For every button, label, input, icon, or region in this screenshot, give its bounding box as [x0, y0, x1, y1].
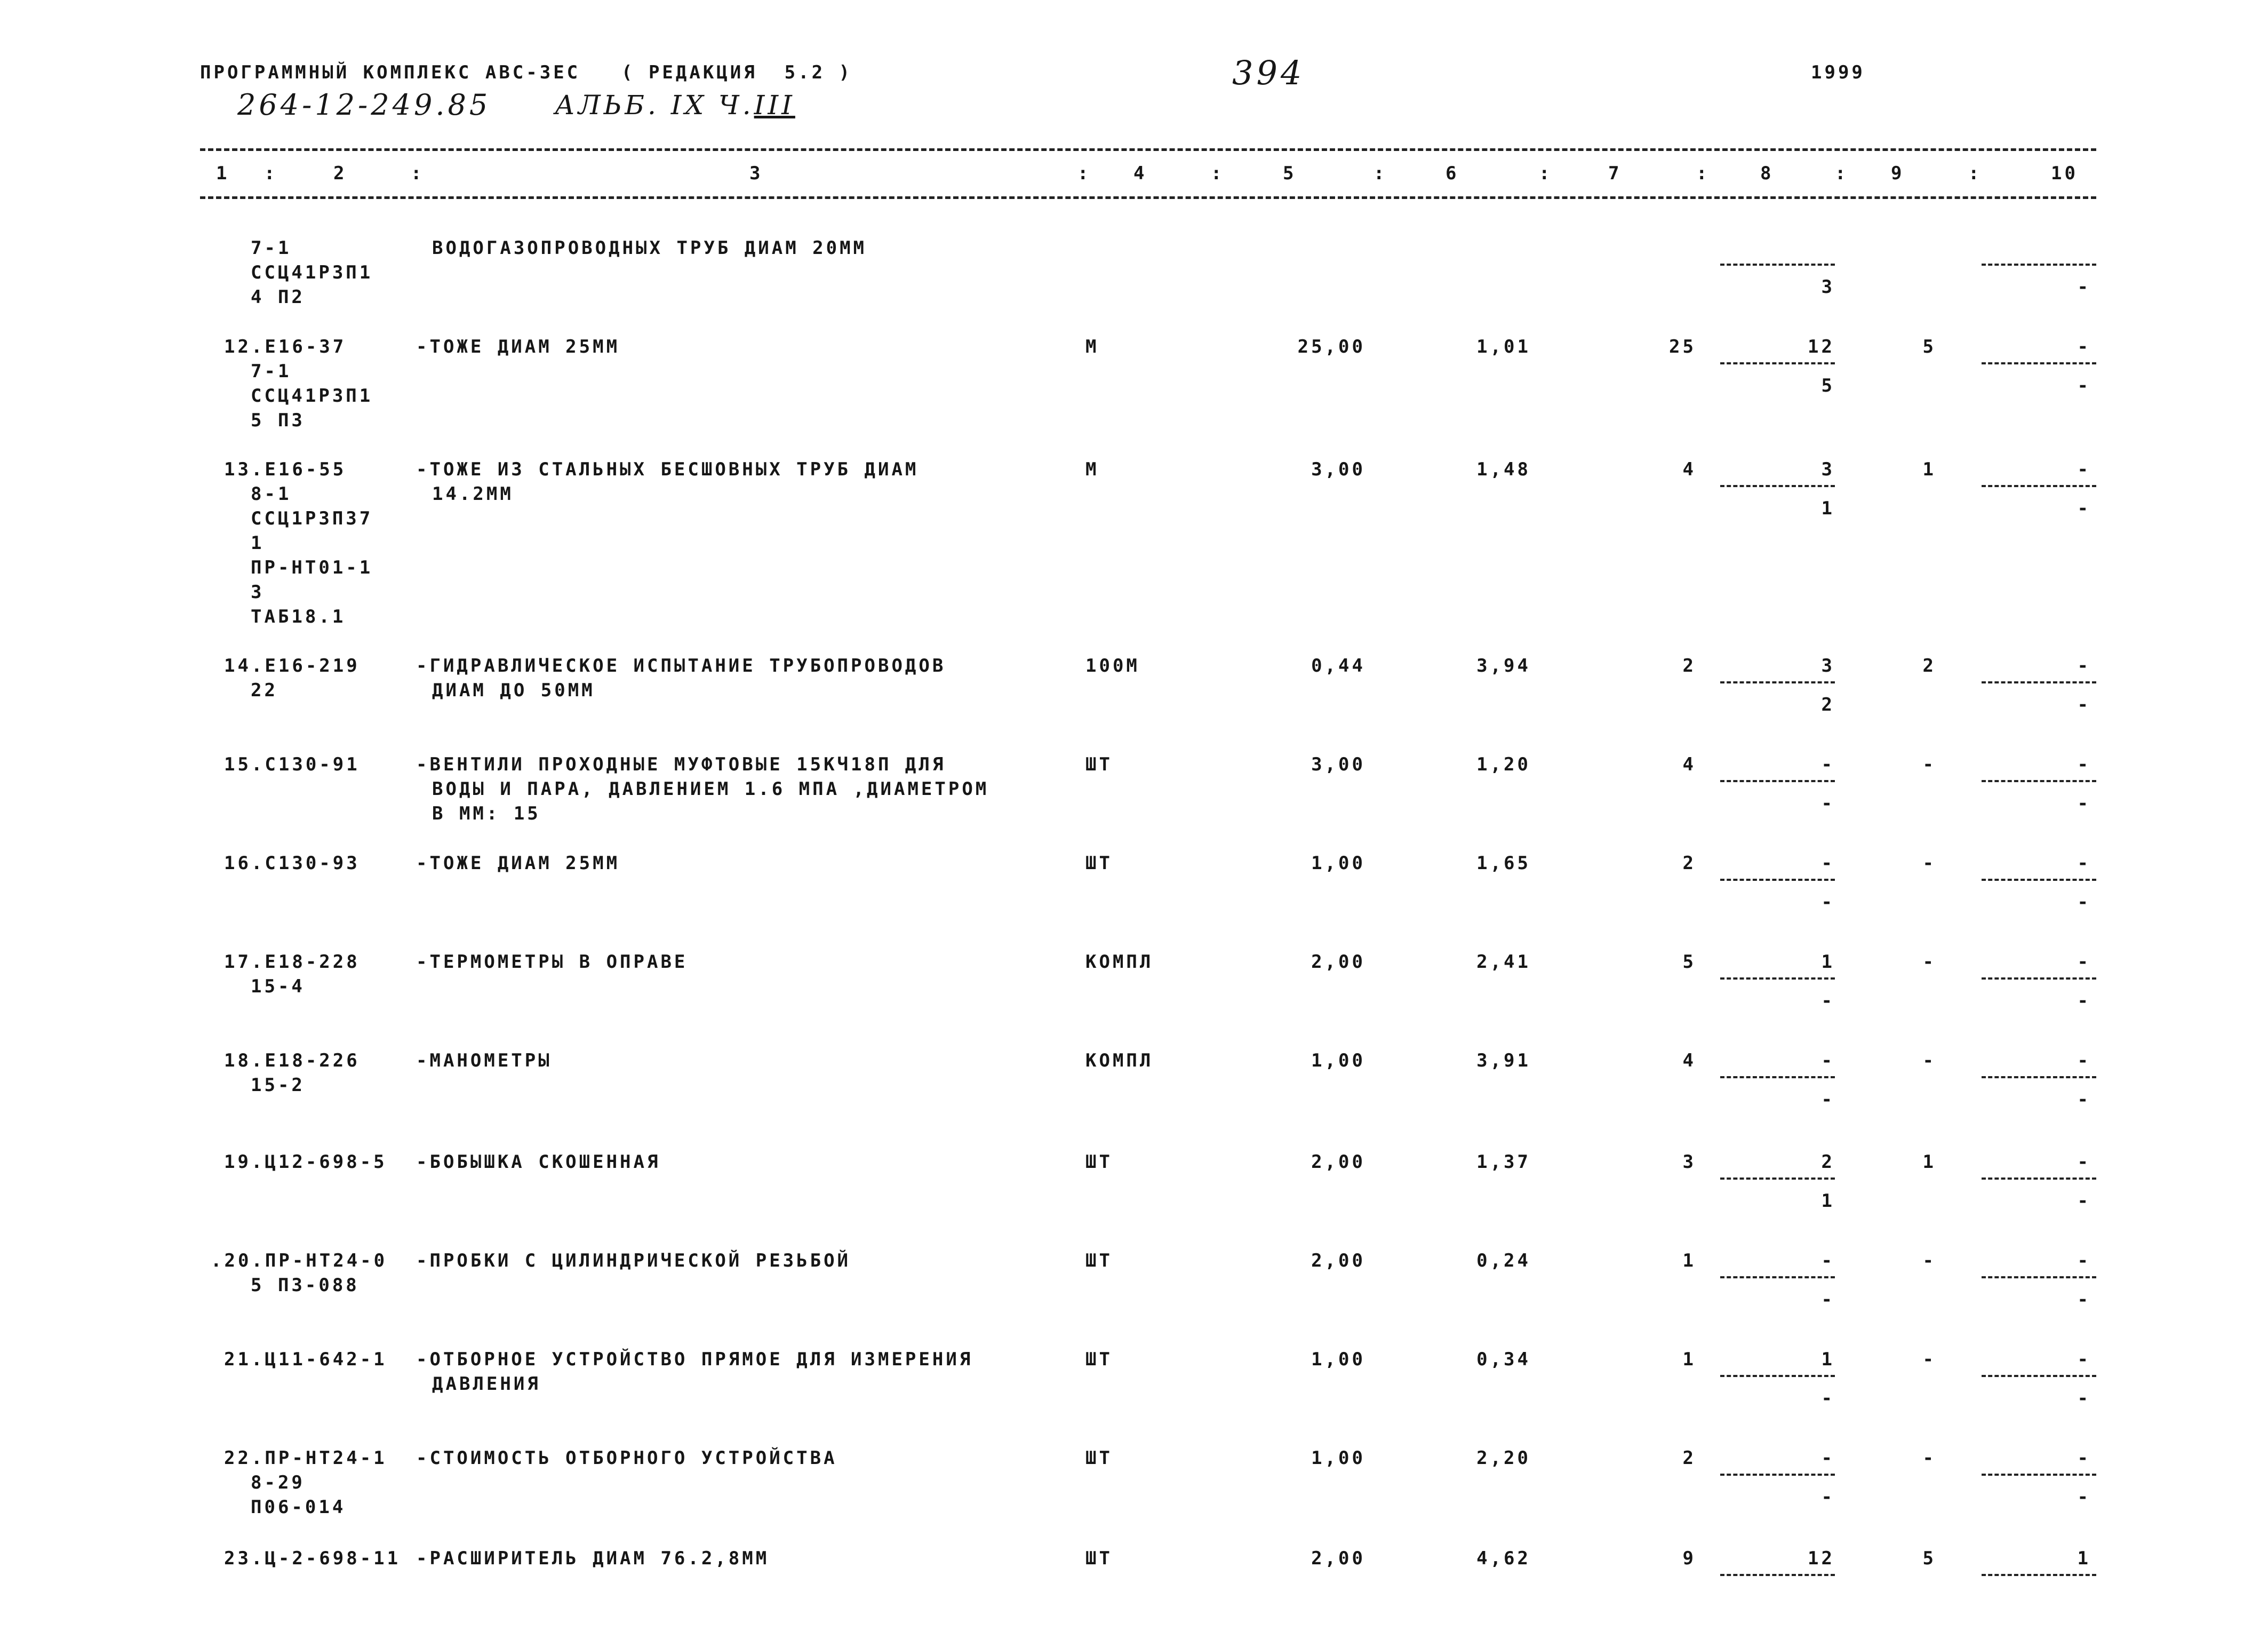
row-col8-bottom: 3	[1821, 276, 1835, 298]
row-col10-divider	[1982, 1276, 2096, 1278]
row-code: ССЦ41Р3П1	[251, 385, 373, 407]
row-col8-divider	[1720, 977, 1835, 980]
row-col8-bottom: 2	[1821, 694, 1835, 715]
row-col10: 1	[2077, 1548, 2091, 1569]
row-quantity: 1,00	[1311, 1050, 1365, 1071]
row-unit-price: 1,65	[1476, 853, 1531, 874]
col-sep: :	[264, 163, 278, 184]
row-code: 3	[251, 582, 265, 603]
row-col8: 3	[1821, 655, 1835, 677]
row-col8-divider	[1720, 485, 1835, 487]
row-code: 22	[251, 680, 278, 701]
row-quantity: 2,00	[1311, 1151, 1365, 1173]
row-code: ССЦ41Р3П1	[251, 262, 373, 283]
row-col9: 2	[1922, 655, 1936, 677]
row-col10-bottom: -	[2077, 1190, 2091, 1212]
row-col8: -	[1821, 1050, 1835, 1071]
row-col10-divider	[1982, 1375, 2096, 1377]
row-code: 12.Е16-37	[224, 336, 347, 357]
row-description: -ТЕРМОМЕТРЫ В ОПРАВЕ	[416, 951, 688, 973]
row-description: -БОБЫШКА СКОШЕННАЯ	[416, 1151, 661, 1173]
row-col10-divider	[1982, 780, 2096, 782]
row-col10-divider	[1982, 1076, 2096, 1078]
row-col8-divider	[1720, 1076, 1835, 1078]
row-col8-divider	[1720, 1375, 1835, 1377]
year-label: 1999	[1811, 62, 1865, 83]
row-description: -ОТБОРНОЕ УСТРОЙСТВО ПРЯМОЕ ДЛЯ ИЗМЕРЕНИЯ	[416, 1349, 973, 1370]
row-description: -СТОИМОСТЬ ОТБОРНОГО УСТРОЙСТВА	[416, 1447, 837, 1469]
col-sep: :	[1211, 163, 1225, 184]
row-col9: 1	[1922, 1151, 1936, 1173]
row-description: -ТОЖЕ ДИАМ 25ММ	[416, 853, 620, 874]
row-col10: -	[2077, 655, 2091, 677]
row-code: 18.Е18-226	[224, 1050, 360, 1071]
row-col9: -	[1922, 1447, 1936, 1469]
row-code: 7-1	[251, 237, 292, 259]
program-title: ПРОГРАММНЫЙ КОМПЛЕКС АВС-ЗЕС	[200, 62, 581, 83]
row-col8-divider	[1720, 780, 1835, 782]
row-col7: 2	[1682, 1447, 1696, 1469]
row-col8-bottom: -	[1821, 1289, 1835, 1310]
row-quantity: 1,00	[1311, 1349, 1365, 1370]
row-col9: 5	[1922, 1548, 1936, 1569]
row-col8-bottom: 1	[1821, 498, 1835, 519]
row-col8: 12	[1808, 336, 1835, 357]
header-rule-bottom	[200, 196, 2096, 199]
row-col7: 25	[1669, 336, 1696, 357]
row-col10-bottom: -	[2077, 276, 2091, 298]
row-col8-bottom: -	[1821, 990, 1835, 1012]
row-col10-bottom: -	[2077, 1486, 2091, 1508]
row-unit-price: 3,94	[1476, 655, 1531, 677]
row-col7: 2	[1682, 853, 1696, 874]
row-unit-price: 1,20	[1476, 754, 1531, 775]
row-unit-price: 0,34	[1476, 1349, 1531, 1370]
row-col10-bottom: -	[2077, 1289, 2091, 1310]
row-col7: 2	[1682, 655, 1696, 677]
col-header-7: 7	[1608, 163, 1622, 184]
row-col8-bottom: -	[1821, 1388, 1835, 1409]
row-col7: 4	[1682, 459, 1696, 480]
row-description: 14.2ММ	[432, 483, 514, 505]
row-col8-divider	[1720, 879, 1835, 881]
row-code: 15-2	[251, 1075, 305, 1096]
row-code: ТАБ18.1	[251, 606, 346, 627]
col-header-2: 2	[333, 163, 347, 184]
row-col9: -	[1922, 853, 1936, 874]
row-col7: 3	[1682, 1151, 1696, 1173]
row-col9: -	[1922, 951, 1936, 973]
row-col9: -	[1922, 1250, 1936, 1271]
col-sep: :	[1835, 163, 1849, 184]
row-unit: ШТ	[1085, 1151, 1113, 1173]
row-code: .20.ПР-НТ24-0	[211, 1250, 388, 1271]
row-code: П06-014	[251, 1497, 346, 1518]
row-unit-price: 1,01	[1476, 336, 1531, 357]
page-number: 394	[1232, 53, 1305, 92]
row-col8: 1	[1821, 951, 1835, 973]
row-col8-divider	[1720, 1276, 1835, 1278]
row-unit-price: 3,91	[1476, 1050, 1531, 1071]
row-quantity: 2,00	[1311, 1548, 1365, 1569]
col-sep: :	[1373, 163, 1387, 184]
col-header-10: 10	[2051, 163, 2078, 184]
col-header-8: 8	[1760, 163, 1774, 184]
row-unit-price: 1,37	[1476, 1151, 1531, 1173]
row-code: 7-1	[251, 361, 292, 382]
row-col10: -	[2077, 459, 2091, 480]
row-unit: 100М	[1085, 655, 1140, 677]
col-header-4: 4	[1133, 163, 1147, 184]
row-col9: -	[1922, 1349, 1936, 1370]
col-header-9: 9	[1891, 163, 1905, 184]
row-col10: -	[2077, 1250, 2091, 1271]
row-unit: КОМПЛ	[1085, 1050, 1154, 1071]
row-col8-divider	[1720, 264, 1835, 266]
col-sep: :	[1696, 163, 1710, 184]
row-col10-divider	[1982, 977, 2096, 980]
row-code: 17.Е18-228	[224, 951, 360, 973]
row-unit: ШТ	[1085, 853, 1113, 874]
row-col8-bottom: 5	[1821, 375, 1835, 396]
row-col8-bottom: -	[1821, 793, 1835, 814]
row-quantity: 2,00	[1311, 1250, 1365, 1271]
row-col8-bottom: -	[1821, 1089, 1835, 1110]
row-code: 8-1	[251, 483, 292, 505]
row-code: ПР-НТ01-1	[251, 557, 373, 578]
part-reference: III	[754, 90, 795, 121]
row-col10-bottom: -	[2077, 990, 2091, 1012]
row-col10: -	[2077, 754, 2091, 775]
row-col8-divider	[1720, 1177, 1835, 1180]
row-unit-price: 0,24	[1476, 1250, 1531, 1271]
row-description: -ВЕНТИЛИ ПРОХОДНЫЕ МУФТОВЫЕ 15КЧ18П ДЛЯ	[416, 754, 946, 775]
row-description: ВОДЫ И ПАРА, ДАВЛЕНИЕМ 1.6 МПА ,ДИАМЕТРОМ	[432, 778, 989, 800]
edition-label: ( РЕДАКЦИЯ 5.2 )	[621, 62, 852, 83]
row-unit: КОМПЛ	[1085, 951, 1154, 973]
row-col7: 1	[1682, 1349, 1696, 1370]
row-code: 15.С130-91	[224, 754, 360, 775]
row-col8-bottom: 1	[1821, 1190, 1835, 1212]
row-col8-bottom: -	[1821, 892, 1835, 913]
row-col10: -	[2077, 1349, 2091, 1370]
row-unit: М	[1085, 459, 1099, 480]
row-col7: 9	[1682, 1548, 1696, 1569]
row-col10: -	[2077, 1050, 2091, 1071]
row-col10-bottom: -	[2077, 1089, 2091, 1110]
col-sep: :	[1077, 163, 1091, 184]
row-unit-price: 4,62	[1476, 1548, 1531, 1569]
row-quantity: 3,00	[1311, 459, 1365, 480]
row-col10-divider	[1982, 879, 2096, 881]
row-code: 8-29	[251, 1472, 305, 1493]
col-sep: :	[1968, 163, 1982, 184]
row-col10: -	[2077, 853, 2091, 874]
row-description: -ТОЖЕ ДИАМ 25ММ	[416, 336, 620, 357]
row-unit: ШТ	[1085, 754, 1113, 775]
row-quantity: 25,00	[1297, 336, 1365, 357]
col-header-1: 1	[216, 163, 230, 184]
row-col10-divider	[1982, 1574, 2096, 1576]
row-unit-price: 2,41	[1476, 951, 1531, 973]
row-col9: 5	[1922, 336, 1936, 357]
row-code: 16.С130-93	[224, 853, 360, 874]
row-description: ДАВЛЕНИЯ	[432, 1373, 541, 1395]
row-col10-bottom: -	[2077, 1388, 2091, 1409]
row-col10-divider	[1982, 1177, 2096, 1180]
col-sep: :	[411, 163, 425, 184]
row-col10-bottom: -	[2077, 498, 2091, 519]
row-quantity: 1,00	[1311, 853, 1365, 874]
row-col10-bottom: -	[2077, 892, 2091, 913]
col-header-5: 5	[1283, 163, 1297, 184]
row-col10-bottom: -	[2077, 375, 2091, 396]
row-unit: ШТ	[1085, 1447, 1113, 1469]
row-col7: 4	[1682, 754, 1696, 775]
col-sep: :	[1539, 163, 1553, 184]
row-col8-divider	[1720, 681, 1835, 683]
row-quantity: 2,00	[1311, 951, 1365, 973]
row-col7: 1	[1682, 1250, 1696, 1271]
row-col10: -	[2077, 1151, 2091, 1173]
row-col10-divider	[1982, 362, 2096, 364]
row-code: 22.ПР-НТ24-1	[224, 1447, 387, 1469]
row-code: 5 П3	[251, 410, 305, 431]
album-reference: АЛЬБ. IX Ч.III	[555, 90, 795, 121]
row-unit: ШТ	[1085, 1548, 1113, 1569]
row-code: 14.Е16-219	[224, 655, 360, 677]
row-code: 1	[251, 532, 265, 554]
row-col8: -	[1821, 754, 1835, 775]
row-unit: ШТ	[1085, 1349, 1113, 1370]
row-col7: 5	[1682, 951, 1696, 973]
row-unit: М	[1085, 336, 1099, 357]
row-col10: -	[2077, 1447, 2091, 1469]
row-col8: -	[1821, 853, 1835, 874]
row-description: -ПРОБКИ С ЦИЛИНДРИЧЕСКОЙ РЕЗЬБОЙ	[416, 1250, 851, 1271]
row-description: ДИАМ ДО 50ММ	[432, 680, 595, 701]
row-code: 23.Ц-2-698-11	[224, 1548, 401, 1569]
row-col8-divider	[1720, 1474, 1835, 1476]
row-col8: -	[1821, 1250, 1835, 1271]
row-col8: 1	[1821, 1349, 1835, 1370]
row-code: 21.Ц11-642-1	[224, 1349, 387, 1370]
row-unit: ШТ	[1085, 1250, 1113, 1271]
row-col7: 4	[1682, 1050, 1696, 1071]
row-quantity: 3,00	[1311, 754, 1365, 775]
row-description: ВОДОГАЗОПРОВОДНЫХ ТРУБ ДИАМ 20ММ	[432, 237, 867, 259]
row-col10-divider	[1982, 485, 2096, 487]
row-col10-divider	[1982, 264, 2096, 266]
row-code: 15-4	[251, 976, 305, 997]
row-description: В ММ: 15	[432, 803, 541, 824]
row-unit-price: 1,48	[1476, 459, 1531, 480]
row-col10: -	[2077, 951, 2091, 973]
row-col8-divider	[1720, 362, 1835, 364]
row-col10-bottom: -	[2077, 793, 2091, 814]
row-col8: 2	[1821, 1151, 1835, 1173]
col-header-6: 6	[1446, 163, 1459, 184]
row-col9: -	[1922, 754, 1936, 775]
row-col9: -	[1922, 1050, 1936, 1071]
row-code: 5 П3-088	[251, 1275, 360, 1296]
document-reference: 264-12-249.85	[237, 88, 491, 122]
row-col10-divider	[1982, 1474, 2096, 1476]
row-description: -ГИДРАВЛИЧЕСКОЕ ИСПЫТАНИЕ ТРУБОПРОВОДОВ	[416, 655, 946, 677]
row-code: 4 П2	[251, 287, 305, 308]
row-col10-divider	[1982, 681, 2096, 683]
row-col9: 1	[1922, 459, 1936, 480]
row-col8-bottom: -	[1821, 1486, 1835, 1508]
row-col10: -	[2077, 336, 2091, 357]
header-rule-top	[200, 148, 2096, 151]
row-code: ССЦ1Р3П37	[251, 508, 373, 529]
row-description: -МАНОМЕТРЫ	[416, 1050, 552, 1071]
row-quantity: 1,00	[1311, 1447, 1365, 1469]
row-col10-bottom: -	[2077, 694, 2091, 715]
row-col8-divider	[1720, 1574, 1835, 1576]
row-code: 13.Е16-55	[224, 459, 347, 480]
row-quantity: 0,44	[1311, 655, 1365, 677]
row-description: -ТОЖЕ ИЗ СТАЛЬНЫХ БЕСШОВНЫХ ТРУБ ДИАМ	[416, 459, 919, 480]
row-description: -РАСШИРИТЕЛЬ ДИАМ 76.2,8ММ	[416, 1548, 770, 1569]
row-col8: 3	[1821, 459, 1835, 480]
row-code: 19.Ц12-698-5	[224, 1151, 387, 1173]
col-header-3: 3	[749, 163, 763, 184]
row-unit-price: 2,20	[1476, 1447, 1531, 1469]
row-col8: 12	[1808, 1548, 1835, 1569]
row-col8: -	[1821, 1447, 1835, 1469]
